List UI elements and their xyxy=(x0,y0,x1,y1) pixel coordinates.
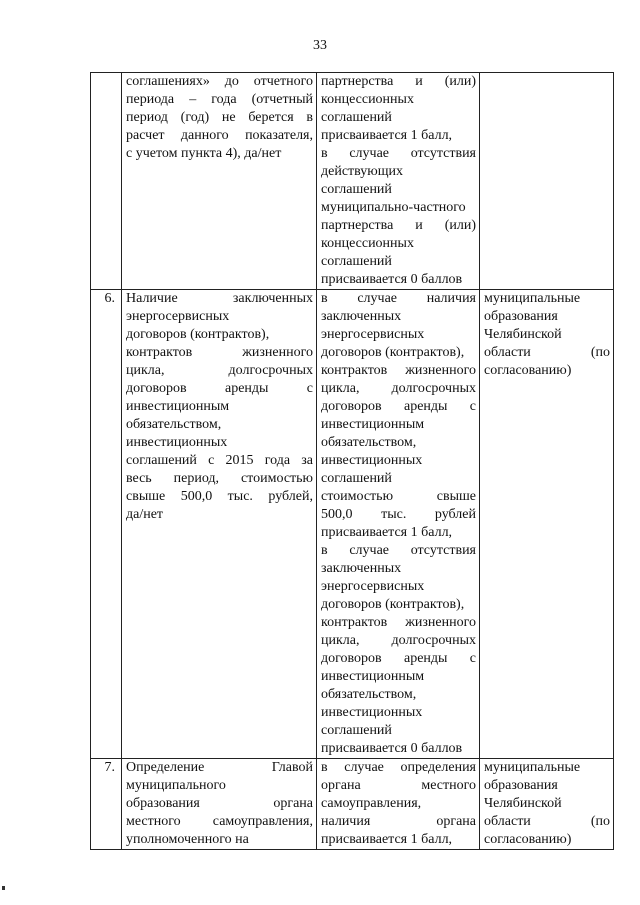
indicator-line: Определение Главой xyxy=(126,760,313,775)
responsible-line: согласованию) xyxy=(484,363,572,378)
criteria-line: стоимостью свыше xyxy=(321,489,476,504)
criteria-table xyxy=(90,72,614,850)
criteria-line: органа местного xyxy=(321,778,476,793)
indicator-line: образования органа xyxy=(126,796,313,811)
criteria-line: инвестиционных xyxy=(321,453,423,468)
criteria-line: договоров (контрактов), xyxy=(321,345,465,360)
criteria-line: договоров аренды с xyxy=(321,399,476,414)
responsible-cell xyxy=(480,759,614,850)
row-number xyxy=(91,73,122,290)
indicator-line: период (год) не берется в xyxy=(126,110,313,125)
indicator-line: местного самоуправления, xyxy=(126,814,313,829)
criteria-line: присваивается 0 баллов xyxy=(321,272,463,287)
table-row xyxy=(91,290,614,759)
page-number: 33 xyxy=(313,38,327,53)
criteria-line: действующих xyxy=(321,164,404,179)
responsible-line: области (по xyxy=(484,345,610,360)
scan-mark xyxy=(2,886,5,890)
responsible-cell xyxy=(480,290,614,759)
responsible-line: согласованию) xyxy=(484,832,572,847)
indicator-line: расчет данного показателя, xyxy=(126,128,313,143)
table-row xyxy=(91,73,614,290)
responsible-line: муниципальные xyxy=(484,760,581,775)
indicator-cell xyxy=(122,290,317,759)
criteria-line: инвестиционным xyxy=(321,669,425,684)
criteria-line: в случае отсутствия xyxy=(321,543,476,558)
indicator-line: соглашений с 2015 года за xyxy=(126,453,313,468)
criteria-line: обязательством, xyxy=(321,687,417,702)
criteria-line: цикла, долгосрочных xyxy=(321,381,476,396)
indicator-line: договоров аренды с xyxy=(126,381,313,396)
indicator-line: контрактов жизненного xyxy=(126,345,313,360)
indicator-line: да/нет xyxy=(126,507,164,522)
indicator-line: свыше 500,0 тыс. рублей, xyxy=(126,489,313,504)
criteria-line: присваивается 0 баллов xyxy=(321,741,463,756)
row-number: 6. xyxy=(91,290,122,759)
criteria-line: инвестиционным xyxy=(321,417,425,432)
criteria-line: энергосервисных xyxy=(321,579,425,594)
criteria-line: самоуправления, xyxy=(321,796,422,811)
responsible-line: области (по xyxy=(484,814,610,829)
indicator-line: муниципального xyxy=(126,778,226,793)
criteria-line: в случае отсутствия xyxy=(321,146,476,161)
indicator-cell xyxy=(122,759,317,850)
indicator-line: инвестиционных xyxy=(126,435,228,450)
responsible-line: Челябинской xyxy=(484,327,562,342)
criteria-line: партнерства и (или) xyxy=(321,218,476,233)
criteria-line: контрактов жизненного xyxy=(321,615,476,630)
criteria-line: соглашений xyxy=(321,471,392,486)
criteria-line: присваивается 1 балл, xyxy=(321,128,453,143)
indicator-line: Наличие заключенных xyxy=(126,291,313,306)
responsible-cell xyxy=(480,73,614,290)
criteria-line: в случае определения xyxy=(321,760,476,775)
criteria-line: соглашений xyxy=(321,254,392,269)
criteria-line: в случае наличия xyxy=(321,291,476,306)
table-body xyxy=(91,73,614,850)
criteria-line: партнерства и (или) xyxy=(321,74,476,89)
criteria-line: муниципально-частного xyxy=(321,200,466,215)
criteria-line: концессионных xyxy=(321,92,414,107)
indicator-cell xyxy=(122,73,317,290)
table-row xyxy=(91,759,614,850)
indicator-line: соглашениях» до отчетного xyxy=(126,74,313,89)
criteria-line: договоров аренды с xyxy=(321,651,476,666)
indicator-line: уполномоченного на xyxy=(126,832,249,847)
criteria-line: инвестиционных xyxy=(321,705,423,720)
responsible-line: образования xyxy=(484,778,558,793)
indicator-line: с учетом пункта 4), да/нет xyxy=(126,146,282,161)
criteria-line: контрактов жизненного xyxy=(321,363,476,378)
criteria-line: присваивается 1 балл, xyxy=(321,832,453,847)
criteria-line: заключенных xyxy=(321,309,402,324)
criteria-line: обязательством, xyxy=(321,435,417,450)
criteria-line: наличия органа xyxy=(321,814,476,829)
row-number: 7. xyxy=(91,759,122,850)
criteria-cell xyxy=(317,73,480,290)
criteria-line: концессионных xyxy=(321,236,414,251)
criteria-line: соглашений xyxy=(321,723,392,738)
criteria-line: договоров (контрактов), xyxy=(321,597,465,612)
criteria-line: энергосервисных xyxy=(321,327,425,342)
criteria-cell xyxy=(317,290,480,759)
criteria-line: цикла, долгосрочных xyxy=(321,633,476,648)
responsible-line: Челябинской xyxy=(484,796,562,811)
criteria-line: присваивается 1 балл, xyxy=(321,525,453,540)
indicator-line: периода – года (отчетный xyxy=(126,92,313,107)
criteria-line: соглашений xyxy=(321,110,392,125)
criteria-cell xyxy=(317,759,480,850)
criteria-line: соглашений xyxy=(321,182,392,197)
responsible-line: муниципальные xyxy=(484,291,581,306)
responsible-line: образования xyxy=(484,309,558,324)
indicator-line: инвестиционным xyxy=(126,399,230,414)
indicator-line: энергосервисных xyxy=(126,309,230,324)
indicator-line: цикла, долгосрочных xyxy=(126,363,313,378)
indicator-line: договоров (контрактов), xyxy=(126,327,270,342)
criteria-line: заключенных xyxy=(321,561,402,576)
indicator-line: весь период, стоимостью xyxy=(126,471,313,486)
indicator-line: обязательством, xyxy=(126,417,222,432)
criteria-line: 500,0 тыс. рублей xyxy=(321,507,476,522)
